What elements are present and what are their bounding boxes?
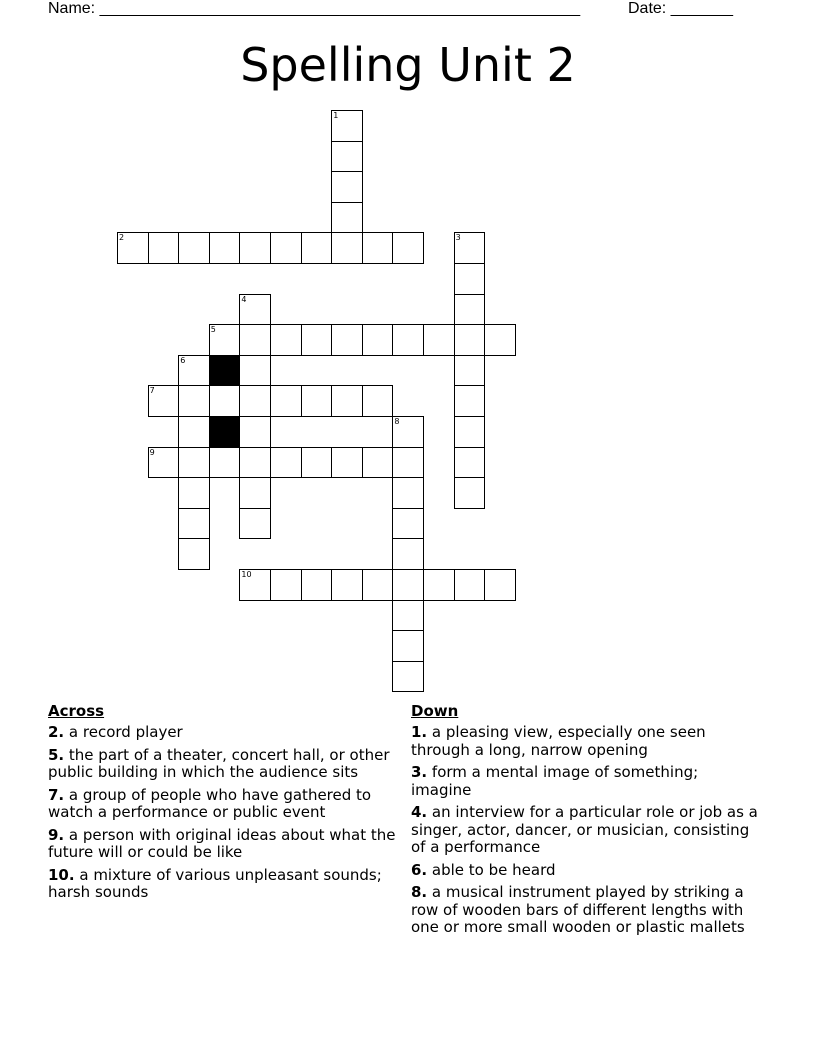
clue-number: 5.	[48, 745, 65, 764]
across-heading: Across	[48, 702, 105, 720]
grid-cell[interactable]	[301, 232, 333, 264]
clue-number: 8.	[411, 883, 428, 901]
grid-cell[interactable]	[331, 171, 363, 203]
grid-cell[interactable]	[331, 110, 363, 142]
clue-text: a musical instrument played by striking a row of wooden bars of different lengths with one or more small wooden or plastic mallets	[411, 883, 745, 936]
grid-cell[interactable]	[178, 416, 210, 448]
grid-cell[interactable]	[270, 447, 302, 479]
grid-cell[interactable]	[239, 416, 271, 448]
grid-cell[interactable]	[454, 477, 486, 509]
clue-text: a group of people who have gathered to watch a performance or public event	[48, 785, 372, 821]
grid-cell[interactable]	[239, 232, 271, 264]
grid-cell[interactable]	[209, 447, 241, 479]
grid-cell[interactable]	[270, 324, 302, 356]
clue-number: 10.	[48, 865, 75, 884]
grid-cell[interactable]	[178, 538, 210, 570]
grid-cell[interactable]	[484, 324, 516, 356]
grid-cell[interactable]	[392, 600, 424, 632]
clue-number: 4.	[411, 803, 428, 821]
clue-text: a pleasing view, especially one seen through a long, narrow opening	[411, 723, 706, 759]
clue-number-label: 3	[455, 233, 461, 243]
grid-cell[interactable]	[362, 232, 394, 264]
grid-cell[interactable]	[392, 232, 424, 264]
grid-cell[interactable]	[148, 232, 180, 264]
grid-cell[interactable]	[423, 569, 455, 601]
down-heading: Down	[411, 702, 459, 720]
grid-cell[interactable]	[270, 232, 302, 264]
clue-across-7	[48, 787, 400, 822]
grid-cell[interactable]	[454, 385, 486, 417]
grid-cell[interactable]	[178, 355, 210, 387]
grid-cell[interactable]	[392, 661, 424, 693]
clue-number-label: 1	[333, 111, 339, 120]
black-cell	[209, 416, 241, 448]
date-field-label: Date: _______	[628, 0, 733, 17]
grid-cell[interactable]	[454, 324, 486, 356]
clue-text: a record player	[68, 723, 183, 741]
grid-cell[interactable]	[484, 569, 516, 601]
clue-number: 2.	[48, 723, 65, 741]
clue-down-1	[411, 724, 763, 759]
down-clues	[411, 702, 763, 942]
grid-cell[interactable]	[301, 385, 333, 417]
grid-cell[interactable]	[209, 232, 241, 264]
grid-cell[interactable]	[362, 447, 394, 479]
clue-number: 1.	[411, 723, 428, 741]
grid-cell[interactable]	[239, 447, 271, 479]
grid-cell[interactable]	[392, 508, 424, 540]
clue-number: 7.	[48, 785, 65, 804]
grid-cell[interactable]	[239, 355, 271, 387]
grid-cell[interactable]	[331, 385, 363, 417]
grid-cell[interactable]	[392, 447, 424, 479]
clue-text: an interview for a particular role or job as a singer, actor, dancer, or musician, consisting of a performance	[411, 803, 758, 856]
clue-text: able to be heard	[431, 860, 556, 879]
grid-cell[interactable]	[270, 569, 302, 601]
grid-cell[interactable]	[178, 477, 210, 509]
clue-text: the part of a theater, concert hall, or other public building in which the audience sits	[48, 745, 390, 781]
grid-cell[interactable]	[454, 416, 486, 448]
grid-cell[interactable]	[301, 569, 333, 601]
grid-cell[interactable]	[178, 232, 210, 264]
grid-cell[interactable]	[301, 324, 333, 356]
clue-number-label: 7	[149, 386, 155, 396]
clue-across-9	[48, 827, 400, 862]
clue-down-8	[411, 884, 763, 937]
grid-cell[interactable]	[392, 569, 424, 601]
grid-cell[interactable]	[392, 630, 424, 662]
grid-cell[interactable]	[454, 569, 486, 601]
clue-down-3	[411, 764, 763, 799]
grid-cell[interactable]	[178, 508, 210, 540]
grid-cell[interactable]	[423, 324, 455, 356]
grid-cell[interactable]	[392, 477, 424, 509]
grid-cell[interactable]	[148, 385, 180, 417]
grid-cell[interactable]	[362, 324, 394, 356]
grid-cell[interactable]	[239, 569, 271, 601]
grid-cell[interactable]	[239, 508, 271, 540]
clue-text: a person with original ideas about what the future will or could be like	[48, 825, 396, 861]
grid-cell[interactable]	[239, 294, 271, 326]
clue-down-4	[411, 804, 763, 857]
grid-cell[interactable]	[392, 538, 424, 570]
grid-cell[interactable]	[331, 141, 363, 173]
grid-cell[interactable]	[178, 385, 210, 417]
grid-cell[interactable]	[209, 324, 241, 356]
grid-cell[interactable]	[454, 294, 486, 326]
clue-number-label: 8	[394, 417, 400, 426]
grid-cell[interactable]	[239, 477, 271, 509]
black-cell	[209, 355, 241, 387]
clue-across-5	[48, 747, 400, 782]
grid-cell[interactable]	[148, 447, 180, 479]
grid-cell[interactable]	[454, 447, 486, 479]
name-field-label: Name: ______________________________________________________	[48, 0, 581, 17]
grid-cell[interactable]	[331, 447, 363, 479]
grid-cell[interactable]	[331, 232, 363, 264]
grid-cell[interactable]	[454, 355, 486, 387]
clue-number-label: 2	[119, 233, 125, 243]
clue-number-label: 9	[149, 447, 155, 457]
grid-cell[interactable]	[239, 385, 271, 417]
grid-cell[interactable]	[362, 385, 394, 417]
clue-number-label: 6	[180, 355, 186, 365]
grid-cell[interactable]	[454, 232, 486, 264]
grid-cell[interactable]	[362, 569, 394, 601]
clue-number-label: 10	[241, 570, 252, 579]
grid-cell[interactable]	[454, 263, 486, 295]
clue-text: form a mental image of something; imagine	[411, 763, 699, 799]
clue-number: 6.	[411, 860, 428, 879]
clue-number: 3.	[411, 763, 428, 781]
grid-cell[interactable]	[117, 232, 149, 264]
grid-cell[interactable]	[331, 324, 363, 356]
clue-text: a mixture of various unpleasant sounds; harsh sounds	[48, 865, 382, 901]
clue-number-label: 5	[210, 325, 216, 335]
page-title: Spelling Unit 2	[240, 38, 576, 92]
grid-cell[interactable]	[392, 416, 424, 448]
grid-cell[interactable]	[239, 324, 271, 356]
grid-cell[interactable]	[178, 447, 210, 479]
clue-down-6	[411, 862, 763, 880]
grid-cell[interactable]	[301, 447, 333, 479]
grid-cell[interactable]	[209, 385, 241, 417]
clue-across-10	[48, 867, 400, 902]
grid-cell[interactable]	[270, 385, 302, 417]
clue-across-2	[48, 724, 400, 742]
across-clues	[48, 702, 400, 907]
clue-number-label: 4	[241, 294, 247, 304]
grid-cell[interactable]	[331, 569, 363, 601]
clue-number: 9.	[48, 825, 65, 844]
grid-cell[interactable]	[331, 202, 363, 234]
grid-cell[interactable]	[392, 324, 424, 356]
